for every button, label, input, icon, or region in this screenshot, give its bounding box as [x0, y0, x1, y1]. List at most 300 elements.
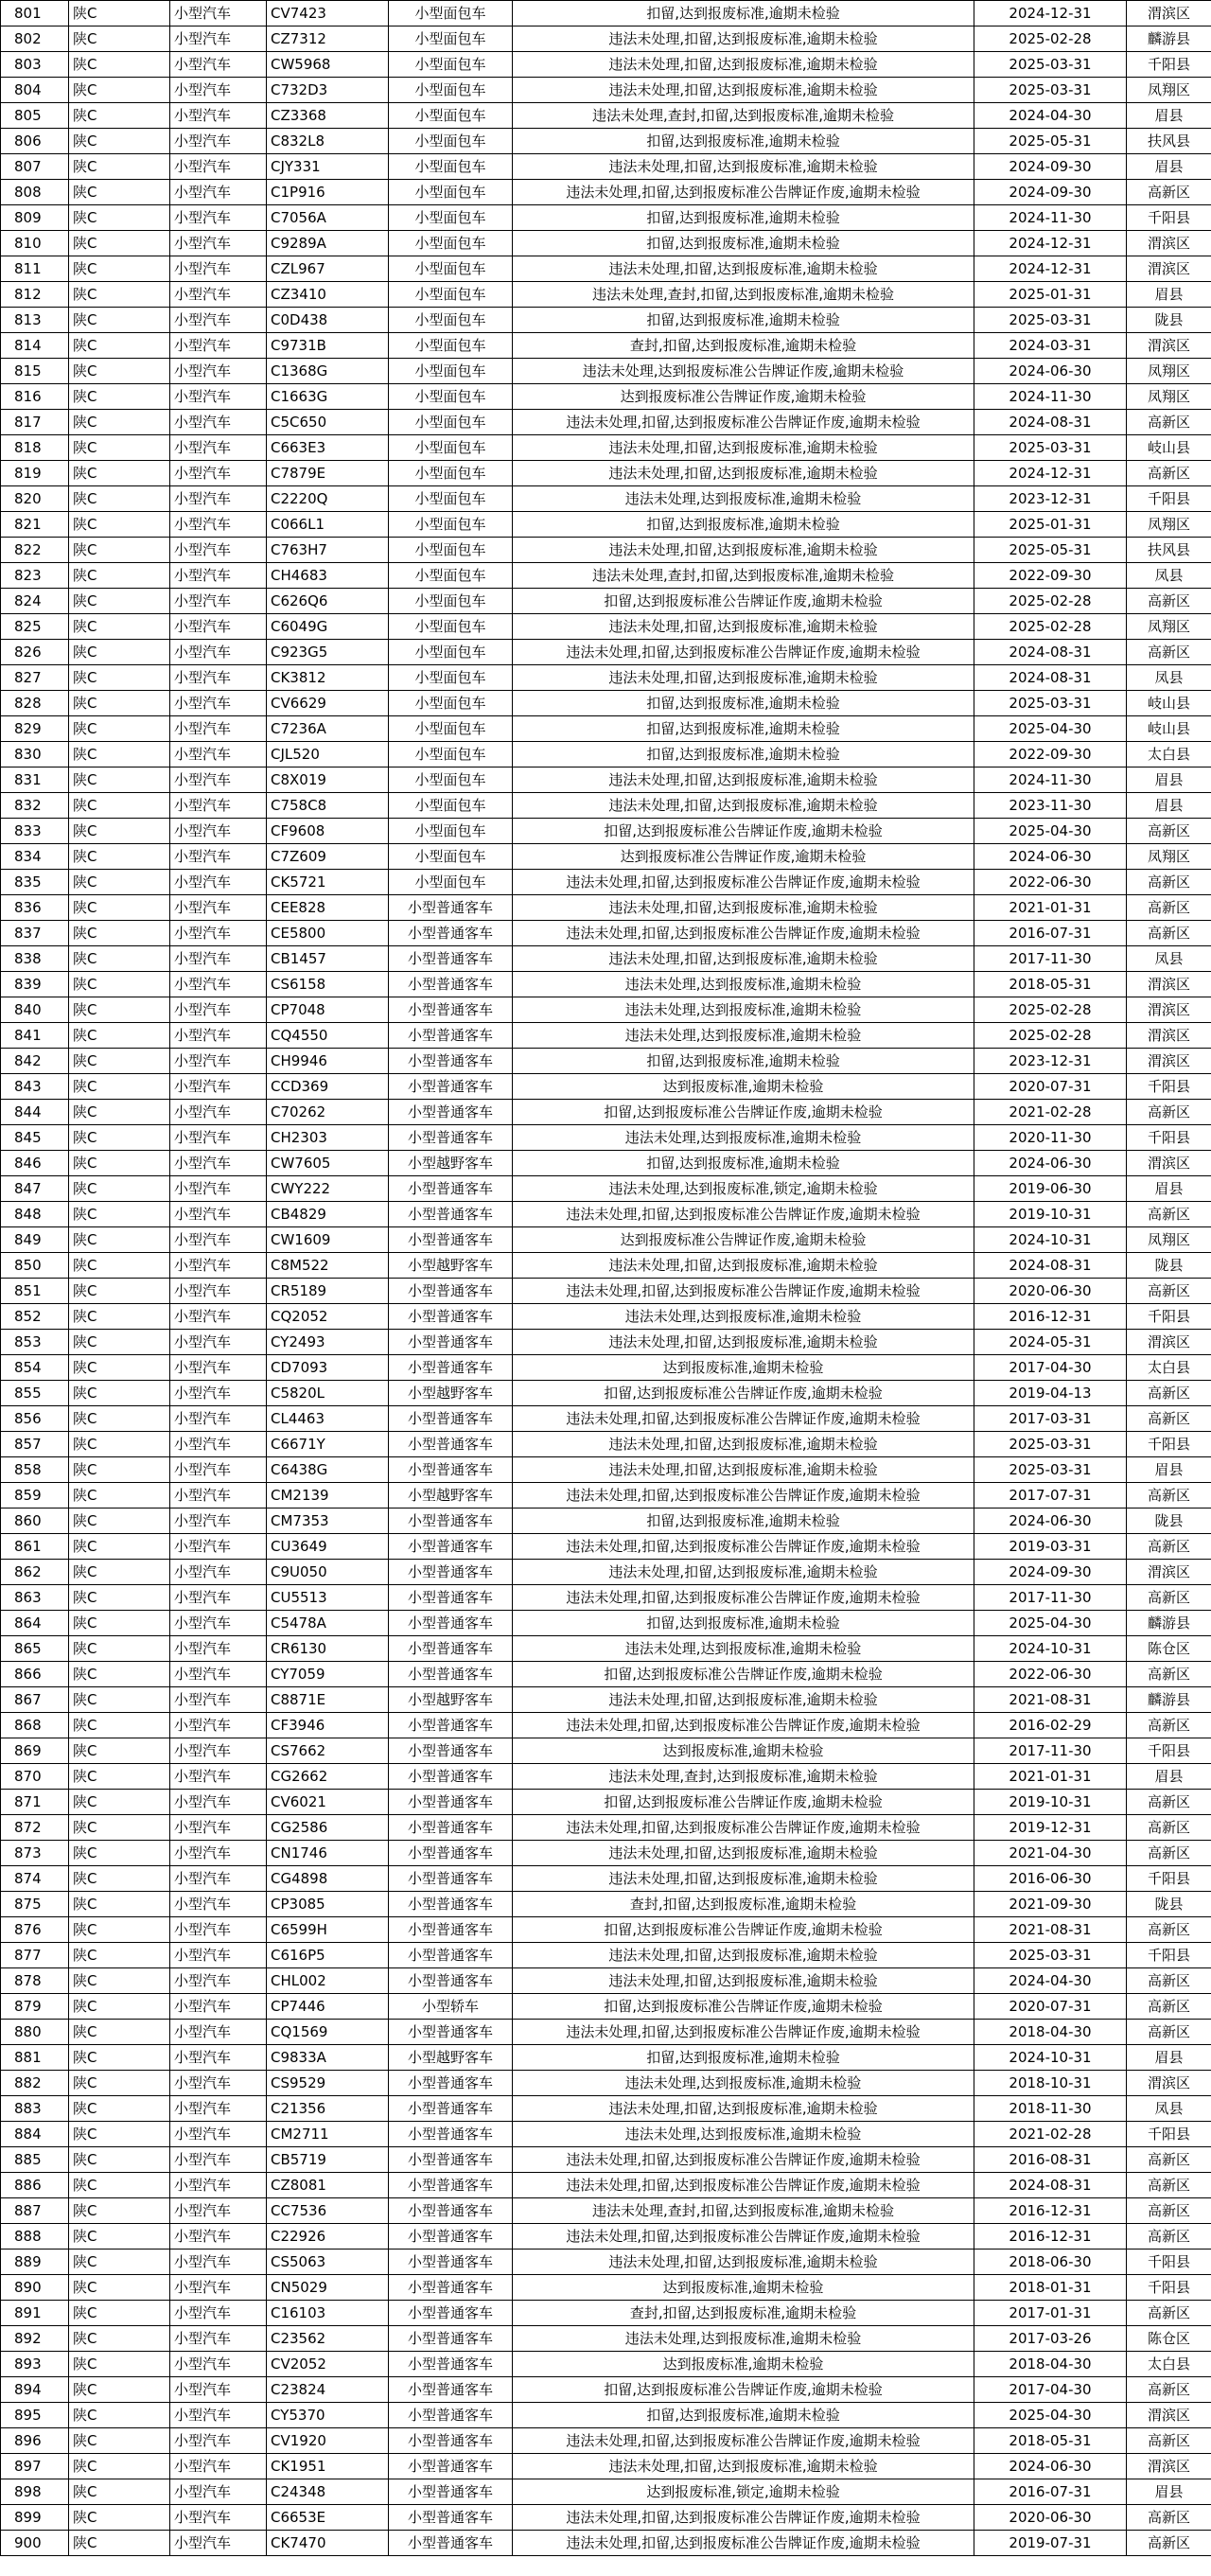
cell-row-number: 870: [1, 1764, 69, 1790]
cell-inspection-date: 2024-12-31: [974, 256, 1127, 282]
cell-status: 违法未处理,查封,达到报废标准,逾期未检验: [513, 1764, 974, 1790]
cell-row-number: 825: [1, 614, 69, 640]
cell-plate-type: 小型汽车: [170, 1917, 267, 1943]
cell-plate-number: CCD369: [267, 1074, 389, 1100]
cell-plate-type: 小型汽车: [170, 1151, 267, 1176]
cell-inspection-date: 2024-06-30: [974, 1509, 1127, 1534]
cell-plate-number: C21356: [267, 2096, 389, 2122]
cell-row-number: 885: [1, 2147, 69, 2173]
table-row: [1, 256, 1211, 282]
cell-status: 扣留,达到报废标准公告牌证作废,逾期未检验: [513, 1917, 974, 1943]
cell-inspection-date: 2025-03-31: [974, 52, 1127, 78]
table-row: [1, 1662, 1211, 1687]
cell-plate-type: 小型汽车: [170, 231, 267, 256]
cell-inspection-date: 2019-10-31: [974, 1790, 1127, 1815]
cell-district: 千阳县: [1127, 1304, 1211, 1330]
cell-vehicle-type: 小型普通客车: [389, 1943, 513, 1968]
cell-vehicle-type: 小型普通客车: [389, 1023, 513, 1049]
cell-district: 高新区: [1127, 1994, 1211, 2020]
cell-plate-type: 小型汽车: [170, 1841, 267, 1866]
table-row: [1, 333, 1211, 359]
cell-district: 凤翔区: [1127, 359, 1211, 384]
cell-district: 岐山县: [1127, 691, 1211, 716]
cell-status: 违法未处理,扣留,达到报废标准,逾期未检验: [513, 1253, 974, 1279]
cell-row-number: 852: [1, 1304, 69, 1330]
cell-status: 扣留,达到报废标准,逾期未检验: [513, 742, 974, 768]
cell-district: 扶风县: [1127, 129, 1211, 154]
cell-plate-prefix: 陕C: [69, 1534, 170, 1560]
cell-status: 扣留,达到报废标准,逾期未检验: [513, 205, 974, 231]
cell-plate-number: C1368G: [267, 359, 389, 384]
cell-row-number: 888: [1, 2224, 69, 2250]
cell-vehicle-type: 小型普通客车: [389, 2377, 513, 2403]
cell-plate-number: CG2662: [267, 1764, 389, 1790]
cell-inspection-date: 2025-04-30: [974, 716, 1127, 742]
cell-status: 违法未处理,扣留,达到报废标准公告牌证作废,逾期未检验: [513, 2531, 974, 2556]
cell-plate-type: 小型汽车: [170, 1330, 267, 1355]
cell-plate-prefix: 陕C: [69, 1202, 170, 1227]
table-row: [1, 1253, 1211, 1279]
cell-district: 高新区: [1127, 1381, 1211, 1406]
cell-plate-prefix: 陕C: [69, 2326, 170, 2352]
cell-plate-prefix: 陕C: [69, 2275, 170, 2301]
cell-plate-type: 小型汽车: [170, 1074, 267, 1100]
cell-district: 岐山县: [1127, 435, 1211, 461]
cell-vehicle-type: 小型普通客车: [389, 2352, 513, 2377]
cell-plate-type: 小型汽车: [170, 1687, 267, 1713]
cell-status: 违法未处理,查封,扣留,达到报废标准,逾期未检验: [513, 103, 974, 129]
cell-vehicle-type: 小型普通客车: [389, 1355, 513, 1381]
cell-row-number: 836: [1, 895, 69, 921]
table-row: [1, 1202, 1211, 1227]
cell-vehicle-type: 小型面包车: [389, 256, 513, 282]
cell-inspection-date: 2025-03-31: [974, 1943, 1127, 1968]
cell-district: 高新区: [1127, 1917, 1211, 1943]
cell-plate-type: 小型汽车: [170, 870, 267, 895]
cell-district: 渭滨区: [1127, 2403, 1211, 2428]
table-row: [1, 1968, 1211, 1994]
cell-vehicle-type: 小型越野客车: [389, 1483, 513, 1509]
cell-plate-prefix: 陕C: [69, 895, 170, 921]
cell-plate-type: 小型汽车: [170, 946, 267, 972]
cell-row-number: 842: [1, 1049, 69, 1074]
cell-row-number: 883: [1, 2096, 69, 2122]
cell-inspection-date: 2018-04-30: [974, 2352, 1127, 2377]
cell-plate-prefix: 陕C: [69, 2122, 170, 2147]
cell-row-number: 807: [1, 154, 69, 180]
cell-plate-prefix: 陕C: [69, 1304, 170, 1330]
table-row: [1, 1483, 1211, 1509]
cell-district: 千阳县: [1127, 2122, 1211, 2147]
cell-row-number: 894: [1, 2377, 69, 2403]
cell-district: 千阳县: [1127, 1074, 1211, 1100]
cell-plate-number: C9289A: [267, 231, 389, 256]
cell-row-number: 897: [1, 2454, 69, 2479]
cell-inspection-date: 2024-03-31: [974, 333, 1127, 359]
table-row: [1, 1457, 1211, 1483]
cell-vehicle-type: 小型面包车: [389, 384, 513, 410]
cell-plate-type: 小型汽车: [170, 2531, 267, 2556]
cell-inspection-date: 2024-05-31: [974, 1330, 1127, 1355]
cell-plate-type: 小型汽车: [170, 410, 267, 435]
cell-plate-number: CK5721: [267, 870, 389, 895]
cell-row-number: 821: [1, 512, 69, 538]
cell-plate-number: C6599H: [267, 1917, 389, 1943]
cell-inspection-date: 2025-03-31: [974, 308, 1127, 333]
cell-status: 扣留,达到报废标准,逾期未检验: [513, 1509, 974, 1534]
cell-vehicle-type: 小型普通客车: [389, 946, 513, 972]
cell-inspection-date: 2020-07-31: [974, 1074, 1127, 1100]
cell-status: 违法未处理,扣留,达到报废标准,逾期未检验: [513, 946, 974, 972]
cell-status: 违法未处理,扣留,达到报废标准,逾期未检验: [513, 1432, 974, 1457]
cell-plate-number: CU3649: [267, 1534, 389, 1560]
cell-district: 麟游县: [1127, 1611, 1211, 1636]
cell-inspection-date: 2025-02-28: [974, 997, 1127, 1023]
cell-plate-prefix: 陕C: [69, 205, 170, 231]
cell-vehicle-type: 小型普通客车: [389, 1227, 513, 1253]
cell-plate-type: 小型汽车: [170, 1381, 267, 1406]
table-row: [1, 2275, 1211, 2301]
cell-district: 高新区: [1127, 819, 1211, 844]
cell-plate-number: CD7093: [267, 1355, 389, 1381]
cell-district: 凤县: [1127, 2096, 1211, 2122]
cell-plate-number: C732D3: [267, 78, 389, 103]
cell-plate-type: 小型汽车: [170, 2173, 267, 2198]
cell-plate-prefix: 陕C: [69, 1457, 170, 1483]
cell-inspection-date: 2016-02-29: [974, 1713, 1127, 1738]
cell-plate-prefix: 陕C: [69, 1738, 170, 1764]
cell-plate-prefix: 陕C: [69, 819, 170, 844]
cell-row-number: 857: [1, 1432, 69, 1457]
cell-inspection-date: 2017-11-30: [974, 1585, 1127, 1611]
cell-vehicle-type: 小型越野客车: [389, 1381, 513, 1406]
cell-row-number: 829: [1, 716, 69, 742]
table-row: [1, 716, 1211, 742]
cell-status: 违法未处理,扣留,达到报废标准,逾期未检验: [513, 1687, 974, 1713]
cell-plate-prefix: 陕C: [69, 282, 170, 308]
cell-row-number: 811: [1, 256, 69, 282]
cell-vehicle-type: 小型面包车: [389, 870, 513, 895]
cell-district: 渭滨区: [1127, 1023, 1211, 1049]
cell-plate-prefix: 陕C: [69, 1968, 170, 1994]
cell-status: 违法未处理,查封,扣留,达到报废标准,逾期未检验: [513, 2198, 974, 2224]
cell-district: 陇县: [1127, 1892, 1211, 1917]
cell-plate-prefix: 陕C: [69, 1917, 170, 1943]
cell-district: 眉县: [1127, 1176, 1211, 1202]
table-row: [1, 819, 1211, 844]
table-row: [1, 1790, 1211, 1815]
cell-plate-prefix: 陕C: [69, 1381, 170, 1406]
cell-district: 渭滨区: [1127, 2071, 1211, 2096]
cell-inspection-date: 2017-07-31: [974, 1483, 1127, 1509]
cell-status: 违法未处理,扣留,达到报废标准,逾期未检验: [513, 538, 974, 563]
cell-plate-number: CN1746: [267, 1841, 389, 1866]
cell-plate-number: CB4829: [267, 1202, 389, 1227]
table-row: [1, 78, 1211, 103]
cell-vehicle-type: 小型普通客车: [389, 2301, 513, 2326]
cell-row-number: 832: [1, 793, 69, 819]
table-row: [1, 844, 1211, 870]
cell-inspection-date: 2019-06-30: [974, 1176, 1127, 1202]
cell-status: 扣留,达到报废标准,逾期未检验: [513, 2045, 974, 2071]
table-row: [1, 2352, 1211, 2377]
cell-inspection-date: 2024-04-30: [974, 1968, 1127, 1994]
cell-row-number: 865: [1, 1636, 69, 1662]
table-row: [1, 1713, 1211, 1738]
table-row: [1, 1227, 1211, 1253]
cell-inspection-date: 2025-02-28: [974, 1023, 1127, 1049]
cell-plate-type: 小型汽车: [170, 154, 267, 180]
cell-inspection-date: 2024-06-30: [974, 844, 1127, 870]
cell-plate-prefix: 陕C: [69, 231, 170, 256]
table-row: [1, 1585, 1211, 1611]
cell-vehicle-type: 小型普通客车: [389, 972, 513, 997]
cell-plate-number: C8M522: [267, 1253, 389, 1279]
cell-plate-prefix: 陕C: [69, 1483, 170, 1509]
cell-status: 违法未处理,扣留,达到报废标准公告牌证作废,逾期未检验: [513, 2173, 974, 2198]
cell-status: 违法未处理,达到报废标准,逾期未检验: [513, 486, 974, 512]
cell-plate-number: C5478A: [267, 1611, 389, 1636]
cell-status: 违法未处理,达到报废标准,逾期未检验: [513, 1636, 974, 1662]
cell-plate-type: 小型汽车: [170, 538, 267, 563]
cell-plate-type: 小型汽车: [170, 256, 267, 282]
cell-plate-number: CB1457: [267, 946, 389, 972]
cell-plate-prefix: 陕C: [69, 1074, 170, 1100]
cell-vehicle-type: 小型普通客车: [389, 2403, 513, 2428]
cell-vehicle-type: 小型面包车: [389, 26, 513, 52]
cell-plate-prefix: 陕C: [69, 742, 170, 768]
cell-row-number: 881: [1, 2045, 69, 2071]
cell-row-number: 863: [1, 1585, 69, 1611]
cell-plate-type: 小型汽车: [170, 1738, 267, 1764]
cell-vehicle-type: 小型普通客车: [389, 1841, 513, 1866]
cell-row-number: 827: [1, 665, 69, 691]
cell-row-number: 803: [1, 52, 69, 78]
cell-plate-number: CM2711: [267, 2122, 389, 2147]
cell-plate-type: 小型汽车: [170, 2198, 267, 2224]
cell-plate-number: CJL520: [267, 742, 389, 768]
cell-plate-prefix: 陕C: [69, 972, 170, 997]
cell-row-number: 868: [1, 1713, 69, 1738]
cell-vehicle-type: 小型普通客车: [389, 1815, 513, 1841]
cell-inspection-date: 2025-01-31: [974, 282, 1127, 308]
cell-plate-type: 小型汽车: [170, 2377, 267, 2403]
cell-vehicle-type: 小型普通客车: [389, 1304, 513, 1330]
cell-row-number: 874: [1, 1866, 69, 1892]
cell-plate-prefix: 陕C: [69, 2045, 170, 2071]
cell-district: 高新区: [1127, 1100, 1211, 1125]
cell-inspection-date: 2021-09-30: [974, 1892, 1127, 1917]
cell-vehicle-type: 小型普通客车: [389, 1611, 513, 1636]
cell-inspection-date: 2017-03-26: [974, 2326, 1127, 2352]
cell-plate-type: 小型汽车: [170, 1483, 267, 1509]
cell-inspection-date: 2020-06-30: [974, 1279, 1127, 1304]
cell-plate-number: C9U050: [267, 1560, 389, 1585]
cell-status: 违法未处理,扣留,达到报废标准,逾期未检验: [513, 2454, 974, 2479]
cell-vehicle-type: 小型普通客车: [389, 2224, 513, 2250]
cell-plate-type: 小型汽车: [170, 308, 267, 333]
cell-status: 违法未处理,扣留,达到报废标准公告牌证作废,逾期未检验: [513, 180, 974, 205]
cell-plate-type: 小型汽车: [170, 1815, 267, 1841]
cell-district: 凤县: [1127, 665, 1211, 691]
cell-inspection-date: 2024-06-30: [974, 1151, 1127, 1176]
cell-plate-number: CZ8081: [267, 2173, 389, 2198]
cell-row-number: 850: [1, 1253, 69, 1279]
cell-status: 违法未处理,扣留,达到报废标准,逾期未检验: [513, 1866, 974, 1892]
cell-inspection-date: 2020-11-30: [974, 1125, 1127, 1151]
cell-district: 高新区: [1127, 2428, 1211, 2454]
cell-plate-number: CG2586: [267, 1815, 389, 1841]
table-row: [1, 282, 1211, 308]
cell-plate-number: CV2052: [267, 2352, 389, 2377]
cell-district: 高新区: [1127, 870, 1211, 895]
cell-row-number: 899: [1, 2505, 69, 2531]
cell-plate-number: CN5029: [267, 2275, 389, 2301]
cell-inspection-date: 2025-03-31: [974, 1432, 1127, 1457]
cell-status: 扣留,达到报废标准公告牌证作废,逾期未检验: [513, 1381, 974, 1406]
cell-status: 违法未处理,扣留,达到报废标准,逾期未检验: [513, 26, 974, 52]
cell-vehicle-type: 小型普通客车: [389, 1713, 513, 1738]
cell-vehicle-type: 小型普通客车: [389, 1202, 513, 1227]
table-row: [1, 1892, 1211, 1917]
cell-status: 违法未处理,扣留,达到报废标准,逾期未检验: [513, 435, 974, 461]
cell-district: 陇县: [1127, 1253, 1211, 1279]
cell-plate-number: CK3812: [267, 665, 389, 691]
cell-row-number: 860: [1, 1509, 69, 1534]
cell-row-number: 822: [1, 538, 69, 563]
table-row: [1, 2531, 1211, 2556]
cell-inspection-date: 2024-09-30: [974, 154, 1127, 180]
cell-plate-type: 小型汽车: [170, 359, 267, 384]
table-row: [1, 2096, 1211, 2122]
cell-district: 凤县: [1127, 563, 1211, 589]
cell-status: 扣留,达到报废标准公告牌证作废,逾期未检验: [513, 819, 974, 844]
cell-inspection-date: 2016-07-31: [974, 2479, 1127, 2505]
cell-district: 眉县: [1127, 154, 1211, 180]
cell-plate-prefix: 陕C: [69, 129, 170, 154]
cell-plate-number: CY7059: [267, 1662, 389, 1687]
cell-plate-number: CZ3368: [267, 103, 389, 129]
cell-inspection-date: 2022-06-30: [974, 1662, 1127, 1687]
cell-plate-prefix: 陕C: [69, 1176, 170, 1202]
cell-vehicle-type: 小型普通客车: [389, 1074, 513, 1100]
cell-status: 扣留,达到报废标准公告牌证作废,逾期未检验: [513, 1994, 974, 2020]
table-row: [1, 1176, 1211, 1202]
cell-district: 高新区: [1127, 1406, 1211, 1432]
cell-status: 扣留,达到报废标准公告牌证作废,逾期未检验: [513, 1662, 974, 1687]
cell-plate-number: CY2493: [267, 1330, 389, 1355]
table-row: [1, 2147, 1211, 2173]
cell-district: 凤翔区: [1127, 512, 1211, 538]
table-row: [1, 2071, 1211, 2096]
cell-inspection-date: 2016-07-31: [974, 921, 1127, 946]
cell-plate-prefix: 陕C: [69, 640, 170, 665]
cell-plate-prefix: 陕C: [69, 1100, 170, 1125]
table-row: [1, 129, 1211, 154]
cell-status: 违法未处理,查封,扣留,达到报废标准,逾期未检验: [513, 282, 974, 308]
cell-plate-prefix: 陕C: [69, 1509, 170, 1534]
cell-vehicle-type: 小型面包车: [389, 538, 513, 563]
cell-plate-prefix: 陕C: [69, 2403, 170, 2428]
cell-status: 违法未处理,扣留,达到报废标准公告牌证作废,逾期未检验: [513, 1534, 974, 1560]
cell-district: 岐山县: [1127, 716, 1211, 742]
cell-vehicle-type: 小型面包车: [389, 716, 513, 742]
cell-vehicle-type: 小型面包车: [389, 129, 513, 154]
cell-inspection-date: 2025-03-31: [974, 1457, 1127, 1483]
cell-inspection-date: 2025-02-28: [974, 589, 1127, 614]
cell-row-number: 879: [1, 1994, 69, 2020]
cell-plate-type: 小型汽车: [170, 512, 267, 538]
cell-status: 违法未处理,扣留,达到报废标准,逾期未检验: [513, 2250, 974, 2275]
cell-vehicle-type: 小型普通客车: [389, 2147, 513, 2173]
cell-row-number: 837: [1, 921, 69, 946]
cell-plate-prefix: 陕C: [69, 1892, 170, 1917]
table-row: [1, 589, 1211, 614]
cell-plate-number: C7056A: [267, 205, 389, 231]
cell-row-number: 835: [1, 870, 69, 895]
cell-row-number: 839: [1, 972, 69, 997]
table-row: [1, 2198, 1211, 2224]
cell-row-number: 823: [1, 563, 69, 589]
cell-plate-type: 小型汽车: [170, 768, 267, 793]
cell-plate-type: 小型汽车: [170, 589, 267, 614]
cell-plate-number: CH9946: [267, 1049, 389, 1074]
cell-plate-type: 小型汽车: [170, 563, 267, 589]
cell-inspection-date: 2017-01-31: [974, 2301, 1127, 2326]
cell-status: 违法未处理,扣留,达到报废标准公告牌证作废,逾期未检验: [513, 2505, 974, 2531]
table-row: [1, 1841, 1211, 1866]
cell-vehicle-type: 小型普通客车: [389, 1330, 513, 1355]
cell-vehicle-type: 小型普通客车: [389, 1406, 513, 1432]
cell-plate-number: CV7423: [267, 1, 389, 26]
cell-vehicle-type: 小型普通客车: [389, 1125, 513, 1151]
cell-district: 眉县: [1127, 768, 1211, 793]
cell-row-number: 887: [1, 2198, 69, 2224]
table-row: [1, 1943, 1211, 1968]
cell-plate-prefix: 陕C: [69, 1815, 170, 1841]
cell-row-number: 890: [1, 2275, 69, 2301]
cell-district: 高新区: [1127, 2173, 1211, 2198]
cell-plate-number: CEE828: [267, 895, 389, 921]
cell-inspection-date: 2021-01-31: [974, 1764, 1127, 1790]
cell-inspection-date: 2025-04-30: [974, 2403, 1127, 2428]
cell-row-number: 891: [1, 2301, 69, 2326]
cell-inspection-date: 2020-06-30: [974, 2505, 1127, 2531]
cell-plate-type: 小型汽车: [170, 2224, 267, 2250]
cell-inspection-date: 2025-05-31: [974, 538, 1127, 563]
cell-plate-prefix: 陕C: [69, 461, 170, 486]
table-row: [1, 2250, 1211, 2275]
cell-plate-prefix: 陕C: [69, 946, 170, 972]
cell-vehicle-type: 小型面包车: [389, 154, 513, 180]
cell-plate-type: 小型汽车: [170, 1457, 267, 1483]
table-row: [1, 231, 1211, 256]
cell-plate-number: CS6158: [267, 972, 389, 997]
cell-status: 违法未处理,扣留,达到报废标准,逾期未检验: [513, 256, 974, 282]
cell-district: 渭滨区: [1127, 333, 1211, 359]
cell-plate-type: 小型汽车: [170, 2505, 267, 2531]
cell-status: 查封,扣留,达到报废标准,逾期未检验: [513, 2301, 974, 2326]
cell-plate-prefix: 陕C: [69, 180, 170, 205]
cell-row-number: 859: [1, 1483, 69, 1509]
cell-plate-number: C7236A: [267, 716, 389, 742]
cell-plate-type: 小型汽车: [170, 1509, 267, 1534]
cell-plate-type: 小型汽车: [170, 1279, 267, 1304]
table-row: [1, 410, 1211, 435]
cell-vehicle-type: 小型越野客车: [389, 2045, 513, 2071]
cell-plate-prefix: 陕C: [69, 359, 170, 384]
cell-vehicle-type: 小型面包车: [389, 691, 513, 716]
